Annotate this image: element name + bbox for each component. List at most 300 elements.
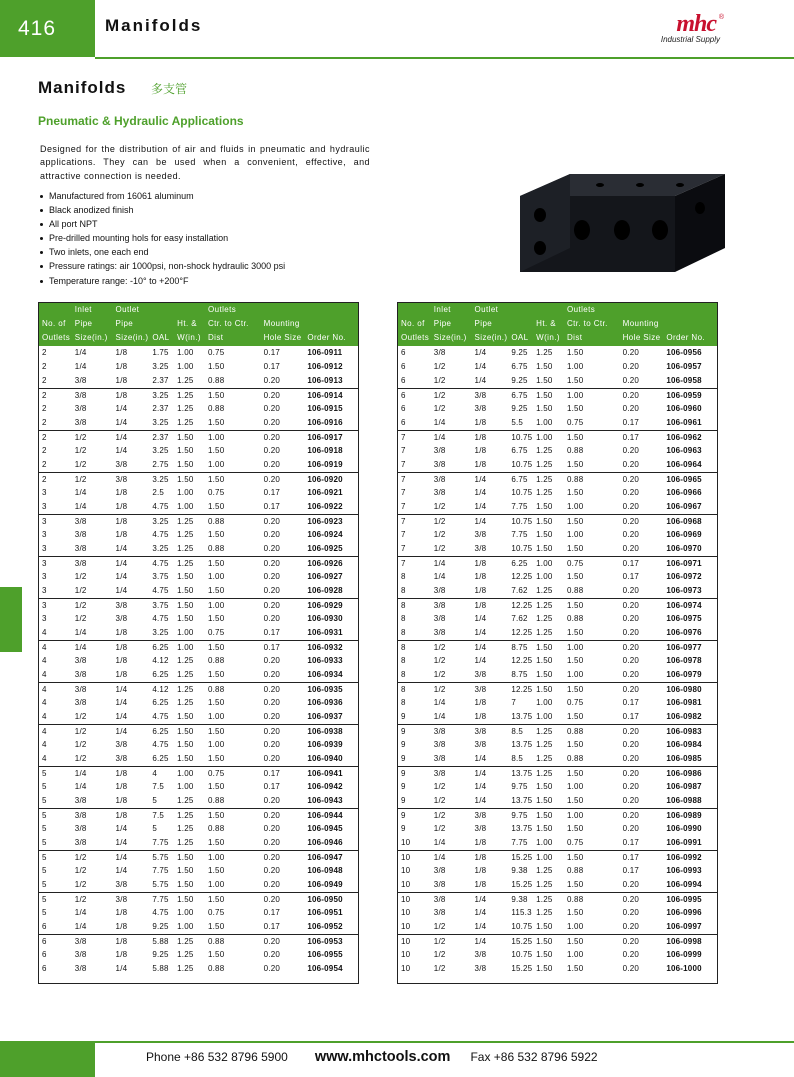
cell-hole-size: 0.17 [263,488,280,497]
footer-website[interactable]: www.mhctools.com [314,1049,451,1065]
cell-order-no: 106-0930 [307,614,343,623]
table-row [398,864,717,878]
cell-order-no: 106-0983 [666,727,702,736]
cell-hole-size: 0.20 [263,937,280,946]
table-row [398,514,717,528]
cell-height-width: 1.50 [177,433,194,442]
cell-height-width: 1.25 [536,908,553,917]
header-outlets [39,303,73,317]
cell-outlet-size: 1/4 [474,895,487,904]
header-outlet-size: Pipe [474,319,493,328]
cell-inlet-size: 3/8 [74,517,87,526]
cell-oal: 9.25 [511,348,528,357]
cell-ctr-dist: 0.88 [566,754,584,763]
cell-outlet-size: 1/8 [115,348,128,357]
table-row [398,640,717,654]
header-height-width: W(in.) [177,333,201,342]
cell-oal: 7.75 [511,502,528,511]
cell-outlets: 4 [42,656,47,665]
cell-oal: 6.25 [152,698,169,707]
table-row [39,906,358,920]
cell-height-width: 1.00 [177,769,194,778]
cell-outlet-size: 1/8 [115,908,128,917]
table-row [398,794,717,808]
cell-outlet-size: 1/4 [474,769,487,778]
header-hole-size [618,303,665,317]
table-row [39,598,358,612]
cell-order-no: 106-0977 [666,643,702,652]
header-oal [149,303,175,317]
cell-outlet-size: 1/4 [474,614,487,623]
cell-inlet-size: 3/8 [74,937,87,946]
cell-oal: 9.75 [511,811,528,820]
cell-hole-size: 0.17 [622,838,639,847]
cell-outlets: 2 [42,362,47,371]
table-row [398,654,717,668]
cell-inlet-size: 1/4 [433,418,446,427]
cell-inlet-size: 1/2 [74,754,87,763]
cell-hole-size: 0.20 [263,433,280,442]
cell-outlet-size: 3/8 [115,475,128,484]
cell-oal: 8.5 [511,727,524,736]
cell-ctr-dist: 0.88 [207,656,225,665]
cell-order-no: 106-0914 [307,391,343,400]
header-inlet-size: Inlet [433,305,451,314]
cell-ctr-dist: 0.88 [207,824,225,833]
header-line-1 [39,303,358,317]
cell-outlets: 2 [42,348,47,357]
cell-order-no: 106-0986 [666,769,702,778]
cell-ctr-dist: 0.75 [566,559,584,568]
cell-outlets: 10 [401,922,411,931]
header-order-no [664,303,717,317]
cell-inlet-size: 1/4 [433,572,446,581]
cell-oal: 3.25 [152,628,169,637]
table-row [398,724,717,738]
table-row [398,878,717,892]
cell-oal: 10.75 [511,950,533,959]
cell-ctr-dist: 1.00 [566,670,584,679]
cell-oal: 2.37 [152,376,169,385]
cell-height-width: 1.00 [536,838,553,847]
cell-ctr-dist: 1.00 [207,712,225,721]
cell-outlet-size: 1/8 [115,362,128,371]
cell-oal: 12.25 [511,572,533,581]
cell-outlet-size: 1/4 [474,922,487,931]
cell-hole-size: 0.20 [622,446,639,455]
cell-height-width: 1.50 [536,404,553,413]
cell-height-width: 1.00 [177,348,194,357]
feature-list [40,189,285,288]
cell-hole-size: 0.20 [263,727,280,736]
cell-outlet-size: 1/8 [474,853,487,862]
cell-ctr-dist: 1.00 [566,950,584,959]
cell-order-no: 106-0926 [307,559,343,568]
cell-ctr-dist: 0.75 [207,769,225,778]
cell-hole-size: 0.20 [622,811,639,820]
cell-order-no: 106-0913 [307,376,343,385]
cell-height-width: 1.50 [177,601,194,610]
cell-inlet-size: 1/4 [433,838,446,847]
feature-item: Manufactured from 16061 aluminum [40,189,285,203]
cell-hole-size: 0.20 [263,950,280,959]
table-row [39,822,358,836]
cell-hole-size: 0.20 [263,880,280,889]
header-hole-size [259,303,306,317]
cell-height-width: 1.50 [177,895,194,904]
cell-height-width: 1.00 [536,572,553,581]
cell-outlet-size: 1/4 [474,348,487,357]
cell-oal: 3.25 [152,418,169,427]
cell-height-width: 1.00 [177,488,194,497]
cell-outlets: 6 [42,937,47,946]
section-title: Manifolds [105,16,203,35]
cell-ctr-dist: 1.50 [207,866,225,875]
cell-height-width: 1.25 [177,824,194,833]
table-row [39,626,358,640]
cell-hole-size: 0.20 [263,811,280,820]
cell-inlet-size: 1/2 [74,446,87,455]
header-height-width: Ht. & [177,319,197,328]
cell-height-width: 1.50 [536,937,553,946]
cell-outlets: 7 [401,502,406,511]
cell-oal: 5.88 [152,937,169,946]
cell-oal: 6.25 [511,559,528,568]
header-outlet-size: Outlet [474,305,499,314]
cell-inlet-size: 3/8 [74,404,87,413]
cell-inlet-size: 3/8 [74,391,87,400]
cell-outlets: 8 [401,572,406,581]
header-line-2 [398,317,717,331]
cell-order-no: 106-0939 [307,740,343,749]
cell-ctr-dist: 1.50 [566,769,584,778]
cell-outlets: 3 [42,586,47,595]
cell-height-width: 1.50 [536,391,553,400]
cell-hole-size: 0.20 [263,656,280,665]
cell-hole-size: 0.20 [622,404,639,413]
cell-hole-size: 0.17 [263,922,280,931]
header-line-3 [39,331,358,345]
brand-logo[interactable] [641,11,724,46]
cell-inlet-size: 1/2 [433,404,446,413]
table-row [398,458,717,472]
table-row [39,346,358,360]
cell-hole-size: 0.20 [622,601,639,610]
cell-order-no: 106-0915 [307,404,343,413]
cell-inlet-size: 1/4 [74,362,87,371]
table-row [39,808,358,822]
header-oal: OAL [152,333,170,342]
cell-outlet-size: 1/8 [474,601,487,610]
cell-outlet-size: 1/8 [115,811,128,820]
cell-hole-size: 0.20 [622,544,639,553]
cell-ctr-dist: 1.50 [566,740,584,749]
cell-ctr-dist: 1.00 [207,460,225,469]
cell-order-no: 106-0925 [307,544,343,553]
cell-outlets: 6 [401,376,406,385]
cell-outlet-size: 1/4 [115,433,128,442]
cell-height-width: 1.25 [536,628,553,637]
cell-height-width: 1.50 [177,475,194,484]
cell-inlet-size: 1/2 [433,517,446,526]
cell-height-width: 1.50 [536,517,553,526]
cell-inlet-size: 3/8 [433,446,446,455]
cell-order-no: 106-0957 [666,362,702,371]
table-row [398,920,717,934]
logo-subtext: Industrial Supply [660,35,720,44]
cell-hole-size: 0.17 [622,572,639,581]
cell-ctr-dist: 1.50 [566,628,584,637]
cell-outlet-size: 3/8 [474,685,487,694]
cell-inlet-size: 1/4 [74,643,87,652]
cell-height-width: 1.50 [536,782,553,791]
cell-inlet-size: 3/8 [74,376,87,385]
cell-height-width: 1.25 [536,348,553,357]
cell-height-width: 1.25 [177,391,194,400]
cell-inlet-size: 3/8 [74,656,87,665]
cell-outlets: 7 [401,433,406,442]
table-row [39,710,358,724]
cell-outlet-size: 1/8 [115,656,128,665]
cell-oal: 7.75 [152,895,169,904]
cell-oal: 6.25 [152,727,169,736]
cell-outlets: 9 [401,712,406,721]
cell-order-no: 106-0941 [307,769,343,778]
cell-oal: 4.12 [152,685,169,694]
table-row [398,416,717,430]
cell-outlets: 2 [42,404,47,413]
table-row [39,752,358,766]
header-rule [95,57,794,59]
cell-ctr-dist: 1.50 [207,922,225,931]
cell-oal: 10.75 [511,460,533,469]
cell-hole-size: 0.20 [263,586,280,595]
cell-height-width: 1.50 [536,376,553,385]
cell-height-width: 1.50 [177,754,194,763]
cell-oal: 5 [152,796,157,805]
cell-inlet-size: 3/8 [433,769,446,778]
header-height-width: Ht. & [536,319,556,328]
cell-inlet-size: 3/8 [74,950,87,959]
table-row [39,444,358,458]
cell-outlet-size: 3/8 [115,895,128,904]
cell-order-no: 106-0932 [307,643,343,652]
table-row [39,612,358,626]
table-row [39,766,358,780]
cell-inlet-size: 1/4 [433,559,446,568]
table-row [398,584,717,598]
cell-order-no: 106-0993 [666,866,702,875]
cell-order-no: 106-0940 [307,754,343,763]
table-row [39,836,358,850]
cell-outlet-size: 1/8 [115,769,128,778]
table-row [398,472,717,486]
cell-ctr-dist: 1.50 [566,964,584,973]
cell-ctr-dist: 1.50 [566,824,584,833]
cell-outlets: 7 [401,460,406,469]
cell-outlet-size: 1/8 [474,586,487,595]
header-outlets: No. of [401,319,425,328]
cell-inlet-size: 3/8 [433,460,446,469]
cell-hole-size: 0.20 [622,937,639,946]
cell-inlet-size: 1/2 [74,475,87,484]
cell-outlets: 2 [42,376,47,385]
cell-ctr-dist: 1.50 [566,517,584,526]
cell-outlets: 8 [401,586,406,595]
cell-ctr-dist: 1.50 [207,754,225,763]
cell-order-no: 106-0947 [307,853,343,862]
cell-outlets: 6 [42,964,47,973]
cell-oal: 3.25 [152,544,169,553]
cell-inlet-size: 3/8 [433,586,446,595]
cell-oal: 8.5 [511,754,524,763]
description: Designed for the distribution of air and fluids in pneumatic and hydraulic applications. They can be used when a convenient, effective, and attractive connection is needed. [40,144,370,181]
cell-hole-size: 0.17 [263,908,280,917]
table-row [398,906,717,920]
cell-outlet-size: 1/4 [474,656,487,665]
cell-hole-size: 0.20 [622,685,639,694]
cell-outlet-size: 3/8 [474,811,487,820]
cell-outlet-size: 1/8 [115,922,128,931]
cell-hole-size: 0.17 [263,362,280,371]
cell-height-width: 1.25 [177,838,194,847]
cell-order-no: 106-0969 [666,530,702,539]
cell-order-no: 106-0928 [307,586,343,595]
header-outlet-size: Size(in.) [115,333,149,342]
cell-order-no: 106-0961 [666,418,702,427]
cell-oal: 4.75 [152,614,169,623]
cell-inlet-size: 1/4 [74,782,87,791]
cell-order-no: 106-0955 [307,950,343,959]
cell-outlets: 5 [42,796,47,805]
cell-outlet-size: 3/8 [474,727,487,736]
cell-oal: 6.25 [152,670,169,679]
cell-hole-size: 0.20 [263,544,280,553]
cell-hole-size: 0.17 [622,559,639,568]
cell-outlets: 8 [401,685,406,694]
cell-outlet-size: 1/8 [474,446,487,455]
cell-ctr-dist: 1.50 [207,698,225,707]
header-line-1 [398,303,717,317]
cell-outlet-size: 3/8 [115,740,128,749]
cell-oal: 3.75 [152,572,169,581]
cell-order-no: 106-0998 [666,937,702,946]
cell-oal: 13.75 [511,740,533,749]
cell-outlet-size: 3/8 [115,460,128,469]
header-height-width [175,303,205,317]
cell-outlet-size: 1/8 [115,391,128,400]
cell-inlet-size: 1/2 [433,391,446,400]
table-row [39,416,358,430]
cell-ctr-dist: 1.00 [566,782,584,791]
table-row [39,794,358,808]
table-row [398,850,717,864]
cell-inlet-size: 1/2 [74,614,87,623]
cell-order-no: 106-0978 [666,656,702,665]
cell-inlet-size: 3/8 [433,348,446,357]
cell-oal: 4 [152,769,157,778]
cell-order-no: 106-0922 [307,502,343,511]
header-outlet-size: Outlet [115,305,140,314]
cell-order-no: 106-0991 [666,838,702,847]
table-row [39,696,358,710]
cell-outlets: 9 [401,824,406,833]
table-row [39,542,358,556]
cell-outlets: 8 [401,628,406,637]
cell-hole-size: 0.20 [263,418,280,427]
cell-ctr-dist: 1.00 [207,433,225,442]
cell-ctr-dist: 0.88 [207,376,225,385]
cell-order-no: 106-0927 [307,572,343,581]
cell-order-no: 106-0950 [307,895,343,904]
table-row [39,402,358,416]
cell-ctr-dist: 1.50 [207,811,225,820]
footer-rule [95,1041,794,1043]
cell-height-width: 1.25 [177,698,194,707]
cell-inlet-size: 3/8 [433,475,446,484]
cell-oal: 4.75 [152,502,169,511]
cell-inlet-size: 3/8 [433,628,446,637]
cell-order-no: 106-0968 [666,517,702,526]
cell-outlets: 3 [42,530,47,539]
cell-order-no: 106-0959 [666,391,702,400]
cell-ctr-dist: 1.00 [207,853,225,862]
cell-oal: 8.75 [511,643,528,652]
cell-outlets: 3 [42,559,47,568]
cell-height-width: 1.25 [536,488,553,497]
cell-order-no: 106-0994 [666,880,702,889]
cell-height-width: 1.50 [177,727,194,736]
table-row [39,500,358,514]
cell-ctr-dist: 0.75 [566,698,584,707]
cell-oal: 7.62 [511,614,528,623]
cell-ctr-dist: 0.88 [566,586,584,595]
cell-hole-size: 0.20 [263,559,280,568]
cell-hole-size: 0.17 [263,769,280,778]
cell-outlets: 9 [401,754,406,763]
cell-order-no: 106-0988 [666,796,702,805]
page-title-chinese: 多支管 [151,82,188,96]
table-row [398,486,717,500]
cell-outlets: 9 [401,740,406,749]
table-row [39,878,358,892]
cell-ctr-dist: 0.88 [207,404,225,413]
cell-height-width: 1.50 [536,544,553,553]
cell-oal: 15.25 [511,880,533,889]
cell-order-no: 106-0951 [307,908,343,917]
cell-order-no: 106-0918 [307,446,343,455]
cell-outlet-size: 1/4 [115,838,128,847]
cell-height-width: 1.00 [536,433,553,442]
cell-outlet-size: 3/8 [474,404,487,413]
cell-outlets: 10 [401,964,411,973]
table-row [39,948,358,962]
cell-height-width: 1.25 [536,880,553,889]
header-inlet-size: Pipe [433,319,452,328]
header-hole-size: Hole Size [622,333,661,342]
cell-oal: 3.25 [152,362,169,371]
cell-order-no: 106-0984 [666,740,702,749]
table-row [398,598,717,612]
cell-hole-size: 0.20 [263,698,280,707]
cell-ctr-dist: 1.50 [207,559,225,568]
cell-outlet-size: 1/8 [115,517,128,526]
cell-order-no: 106-0952 [307,922,343,931]
cell-inlet-size: 3/8 [74,811,87,820]
cell-ctr-dist: 1.50 [207,895,225,904]
cell-outlet-size: 1/4 [115,727,128,736]
cell-oal: 9.25 [511,404,528,413]
